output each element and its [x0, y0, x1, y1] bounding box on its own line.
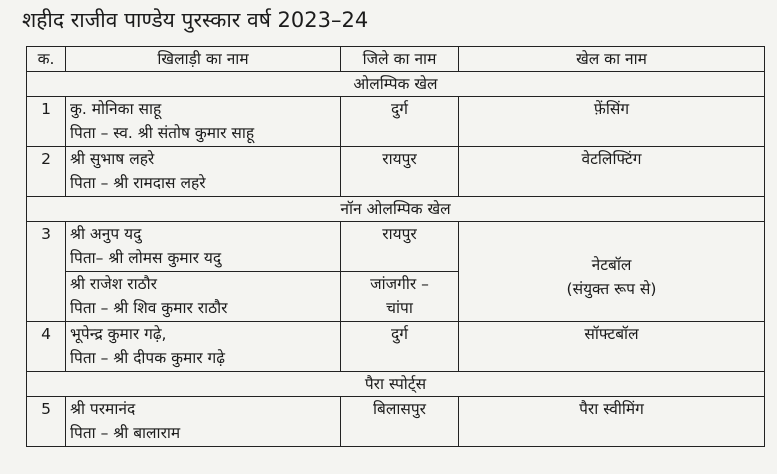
district-cell: दुर्ग [341, 322, 459, 372]
player-name: श्री परमानंद [70, 400, 136, 418]
district-cell [341, 272, 459, 322]
father-name: पिता – श्री शिव कुमार राठौर [70, 299, 228, 317]
header-num: क. [27, 47, 66, 72]
sport-cell [459, 222, 765, 322]
sport-note: (संयुक्त रूप से) [566, 279, 657, 298]
header-player: खिलाड़ी का नाम [66, 47, 341, 72]
row-number: 4 [27, 322, 66, 372]
player-cell [66, 97, 341, 147]
header-row [27, 47, 765, 72]
player-cell [66, 222, 341, 272]
player-name: श्री सुभाष लहरे [70, 150, 155, 168]
page-title: शहीद राजीव पाण्डेय पुरस्कार वर्ष 2023–24 [22, 8, 369, 32]
section-label: ओलम्पिक खेल [27, 72, 765, 97]
table-row [27, 222, 765, 272]
header-district: जिले का नाम [341, 47, 459, 72]
header-sport: खेल का नाम [459, 47, 765, 72]
table-row [27, 97, 765, 147]
father-name: पिता – श्री बालाराम [70, 424, 181, 442]
district-cell: रायपुर [341, 222, 459, 272]
row-number: 1 [27, 97, 66, 147]
row-number: 5 [27, 397, 66, 447]
award-table [26, 46, 765, 447]
sport-cell: फ़ेंसिंग [459, 97, 765, 147]
father-name: पिता– श्री लोमस कुमार यदु [70, 249, 222, 267]
section-row-non-olympic [27, 197, 765, 222]
player-name: भूपेन्द्र कुमार गढ़े, [70, 325, 167, 343]
sport-cell: पैरा स्वीमिंग [459, 397, 765, 447]
player-cell [66, 272, 341, 322]
table-row [27, 147, 765, 197]
district-cell: बिलासपुर [341, 397, 459, 447]
father-name: पिता – श्री रामदास लहरे [70, 174, 206, 192]
section-row-para [27, 372, 765, 397]
district-cell: रायपुर [341, 147, 459, 197]
section-label: पैरा स्पोर्ट्स [27, 372, 765, 397]
district-cell: दुर्ग [341, 97, 459, 147]
father-name: पिता – श्री दीपक कुमार गढ़े [70, 349, 225, 367]
district-name: जांजगीर – [370, 275, 429, 293]
section-label: नॉन ओलम्पिक खेल [27, 197, 765, 222]
player-cell [66, 322, 341, 372]
row-number: 2 [27, 147, 66, 197]
player-name: श्री अनुप यदु [70, 225, 142, 243]
table-row [27, 322, 765, 372]
sport-cell: वेटलिफ्टिंग [459, 147, 765, 197]
player-cell [66, 397, 341, 447]
sport-name: नेटबॉल [591, 255, 632, 274]
table-row [27, 397, 765, 447]
sport-cell: सॉफ्टबॉल [459, 322, 765, 372]
player-cell [66, 147, 341, 197]
section-row-olympic [27, 72, 765, 97]
player-name: कु. मोनिका साहू [70, 100, 162, 118]
district-name-line2: चांपा [386, 299, 413, 317]
father-name: पिता – स्व. श्री संतोष कुमार साहू [70, 124, 255, 142]
player-name: श्री राजेश राठौर [70, 275, 157, 293]
row-number: 3 [27, 222, 66, 322]
